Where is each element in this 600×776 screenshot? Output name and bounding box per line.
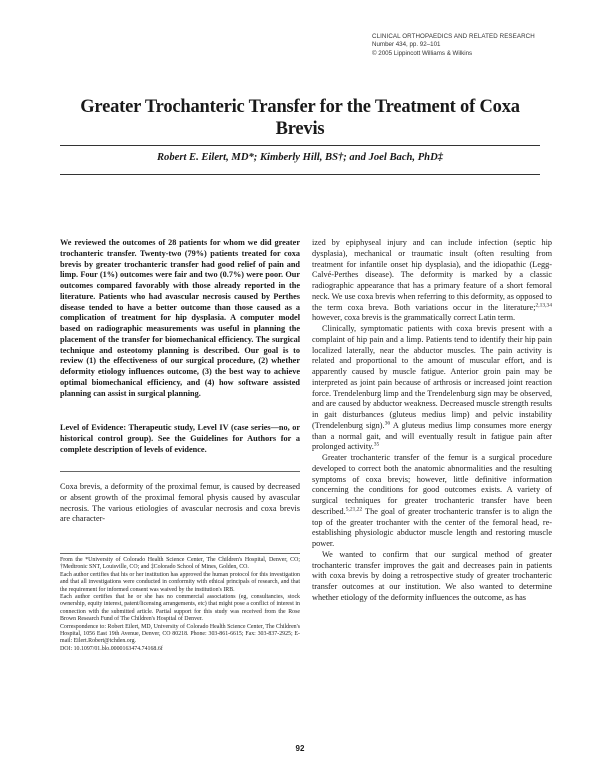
journal-header [372, 33, 594, 58]
footnote-rule [60, 553, 300, 554]
journal-number: Number 434, pp. 92–101 [372, 41, 441, 49]
right-p3-text-cont: The goal of greater trochanteric transfer is to align the top of the greater trochanter with the center of the femoral head, re-establishing physiologic abductor muscle length and restoring muscle power. [312, 506, 552, 548]
footnote-conflicts: Each author certifies that he or she has no commercial associations (eg, consultancies, stock ownership, equity interest, patent/licensing arrangements, etc) that might pose a conflict of interest in connection with the submitted article. Partial support for this study was received from the Rose Brown Research Fund of The Children's Hospital of Denver. [60, 594, 300, 623]
article-authors: Robert E. Eilert, MD*; Kimberly Hill, BS†; and Joel Bach, PhD‡ [156, 152, 444, 163]
abstract: We reviewed the outcomes of 28 patients for whom we did greater trochanteric transfer. Twenty-two (79%) patients treated for coxa brevis by greater trochanteric transfer had good relief of pain and limp. Four (1%) outcomes were fair and two (0.7%) were poor. Our outcomes compared favorably with those already reported in the literature. Patients who had avascular necrosis caused by Perthes disease tended to have a better outcome than those caused as a complication of treatment for hip dysplasia. A computer model based on radiographic measurements was useful in planning the placement of the transfer for biomechanical efficiency. The surgical technique and osteotomy planning is described. Our goal is to review (1) the effectiveness of our surgical procedure, (2) whether deformity etiology influences outcome, (3) the best way to achieve optimal biomechanical efficiency, and (4) how software assisted planning can assist in surgical planning. [60, 238, 300, 398]
citation-ref: 35 [373, 441, 380, 448]
footnotes [60, 557, 300, 653]
footnote-correspondence: Correspondence to: Robert Eilert, MD, University of Colorado Health Science Center, The Children's Hospital, 1056 East 19th Avenue, Denver, CO 80218. Phone: 303-861-6615; Fax: 303-837-2925; E-mail: Eilert.Robert@tchden.org. [60, 623, 300, 645]
right-p2-text: Clinically, symptomatic patients with coxa brevis present with a complaint of hip pain and a limp. Patients tend to identify their hip pain localized laterally, near the abductor muscles. The pain activity is related and proportional to the amount of muscular effort, and is apparently caused by muscle fatigue. Anterior groin pain may be interpreted as joint pain because of arthrosis or increased joint reaction force. Trendelenburg limp and the Trendelenburg sign may be observed, and are caused by abductor weakness. Decreased muscle strength results in gait disturbances (gluteus medius limp) and pelvic instability (Trendelenburg sign). [312, 324, 552, 430]
citation-ref: 2,13,34 [535, 301, 552, 308]
right-p3-text: Greater trochanteric transfer of the femur is a surgical procedure developed to correct both the anatomic abnormalities and the resulting symptoms of coxa brevis; however, little definitive information concerning the conditions for good outcomes exists. A variety of surgical techniques for greater trochanteric transfer have been described. [312, 453, 552, 516]
article-title: Greater Trochanteric Transfer for the Treatment of Coxa Brevis [80, 97, 520, 139]
level-of-evidence: Level of Evidence: Therapeutic study, Level IV (case series—no, or historical control group). See the Guidelines for Authors for a complete description of levels of evidence. [60, 423, 300, 454]
abstract-rule [60, 471, 300, 472]
right-p1-text: ized by epiphyseal injury and can include infection (septic hip dysplasia), mechanical or traumatic insult (often resulting from treatment for infantile onset hip dysplasia), and the idiopathic (Legg-Calvé-Perthes disease). The deformity is marked by a classic radiographic appearance that has a primary feature of a short femoral neck. We use coxa brevis when referring to this deformity, as opposed to the term coxa breva. Both variations occur in the literature; [312, 238, 552, 312]
citation-ref: 36 [384, 420, 391, 426]
intro-paragraph: Coxa brevis, a deformity of the proximal femur, is caused by decreased or absent growth of the proximal femoral physis caused by avascular necrosis. The various etiologies of avascular necrosis and coxa brevis are character- [60, 482, 300, 524]
journal-title: CLINICAL ORTHOPAEDICS AND RELATED RESEARCH [372, 33, 535, 40]
right-p1-text-cont: however, coxa brevis is the grammatically correct Latin term. [312, 313, 516, 323]
footnote-doi: DOI: 10.1097/01.blo.0000163474.74168.6f [60, 645, 163, 652]
footnote-affiliations: From the *University of Colorado Health Science Center, The Children's Hospital, Denver, CO; †Medtronic SNT, Louisville, CO; and ‡Colorado School of Mines, Golden, CO. [60, 557, 300, 571]
footnote-irb: Each author certifies that his or her institution has approved the human protocol for this investigation and that all investigations were conducted in conformity with ethical principals of research, and that the requirement for informed consent was waived by the institution's IRB. [60, 571, 300, 593]
title-rule-top [60, 145, 540, 146]
right-column [312, 238, 552, 604]
right-p2-text-cont: A gluteus medius limp consumes more energy than a normal gait, and will eventually result in fatigue pain after prolonged activity. [312, 420, 553, 452]
right-paragraph-1 [312, 238, 552, 324]
right-paragraph-4: We wanted to confirm that our surgical method of greater trochanteric transfer improves the gait and decreases pain in patients with coxa brevis by doing a retrospective study of greater trochanteric transfer outcomes at our institution. We also wanted to determine whether etiology of the deformity influences the outcome, as has [312, 549, 552, 602]
right-paragraph-2 [312, 324, 552, 453]
title-rule-bottom [60, 174, 540, 175]
page-number: 92 [295, 744, 305, 753]
right-paragraph-3 [312, 453, 552, 550]
journal-copyright: © 2005 Lippincott Williams & Wilkins [372, 49, 473, 57]
citation-ref: 5,21,22 [345, 506, 363, 512]
